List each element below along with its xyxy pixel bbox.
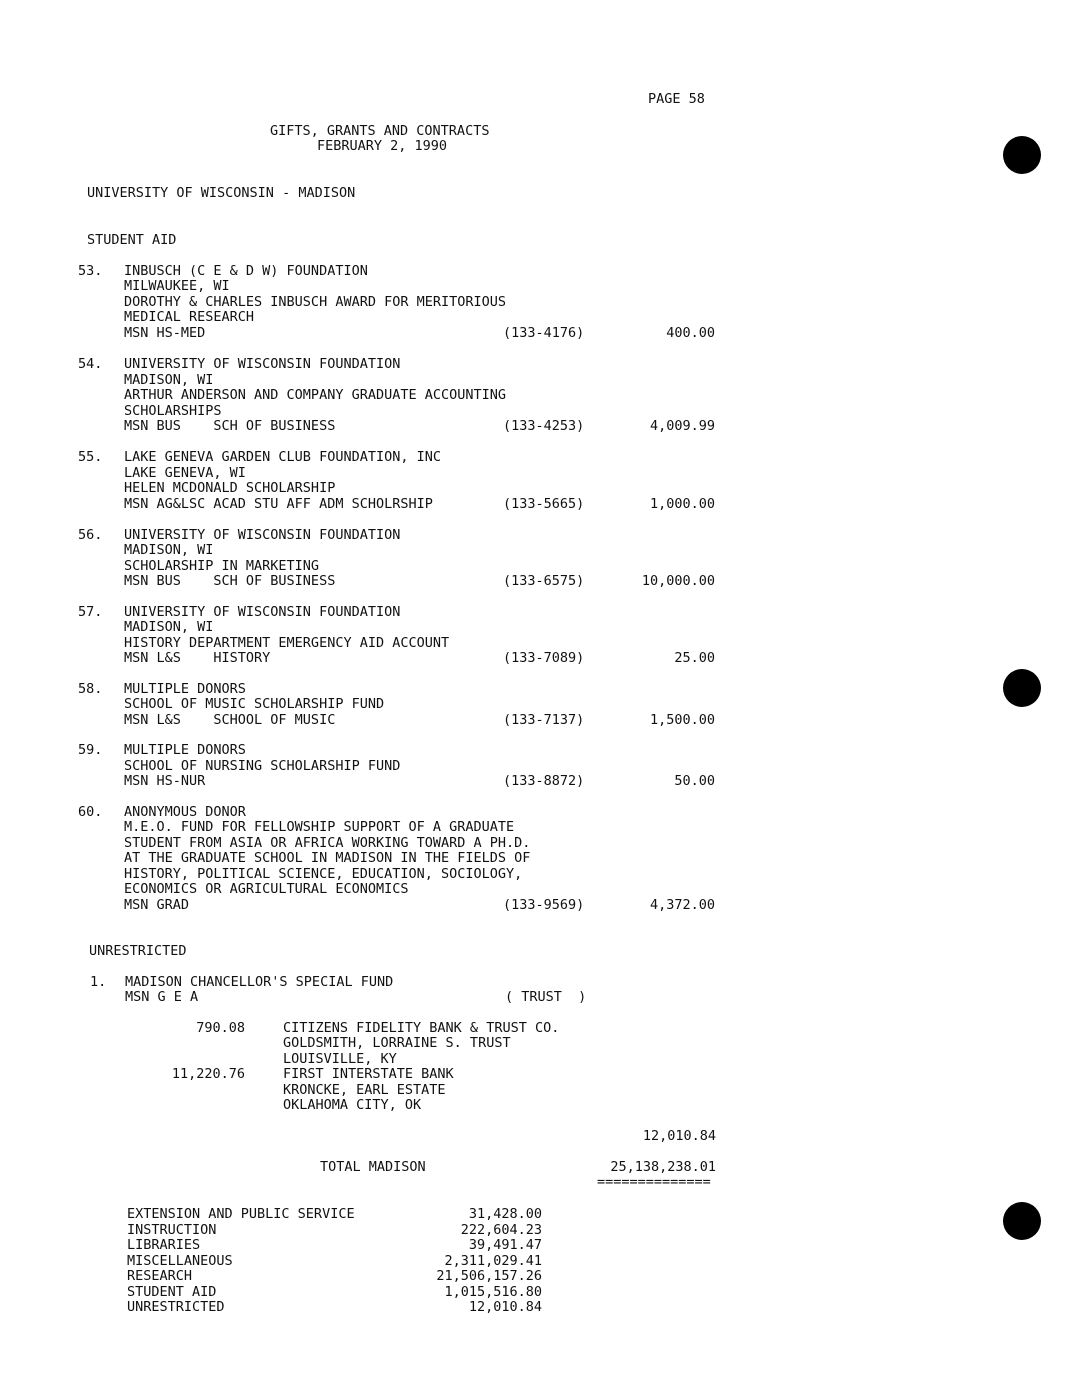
entry-line: MSN HS-MED [124, 325, 206, 341]
summary-value: 31,428.00 [468, 1206, 542, 1222]
entry-number: 60. [78, 804, 103, 820]
summary-row [127, 1238, 542, 1254]
summary-row [127, 1300, 542, 1316]
entry-number: 54. [78, 356, 103, 372]
entry-number: 1. [90, 974, 107, 990]
document-title: GIFTS, GRANTS AND CONTRACTS [270, 123, 490, 139]
entry-line: MULTIPLE DONORS [124, 742, 246, 758]
entry-line: MADISON, WI [124, 542, 214, 558]
entry-number: 56. [78, 527, 103, 543]
entry-number: 58. [78, 681, 103, 697]
entry-amount: 4,372.00 [649, 897, 715, 913]
summary-label: STUDENT AID [127, 1284, 217, 1300]
entry-line: STUDENT FROM ASIA OR AFRICA WORKING TOWARD A PH.D. [124, 835, 531, 851]
account-code: (133-5665) [503, 496, 585, 512]
account-code: (133-6575) [503, 573, 585, 589]
entry-amount: 25.00 [674, 650, 715, 666]
trust-line: LOUISVILLE, KY [283, 1051, 397, 1067]
entry-amount: 10,000.00 [641, 573, 715, 589]
page-number: PAGE 58 [648, 91, 705, 107]
entry-line: HISTORY DEPARTMENT EMERGENCY AID ACCOUNT [124, 635, 450, 651]
entry-line: SCHOLARSHIP IN MARKETING [124, 558, 320, 574]
entry-line: LAKE GENEVA, WI [124, 465, 246, 481]
entry-line: MADISON CHANCELLOR'S SPECIAL FUND [125, 974, 394, 990]
entry-amount: 4,009.99 [649, 418, 715, 434]
entry-line: MSN L&S HISTORY [124, 650, 271, 666]
section-heading-student-aid: STUDENT AID [87, 232, 177, 248]
trust-line: CITIZENS FIDELITY BANK & TRUST CO. [283, 1020, 560, 1036]
punch-hole-middle [1003, 669, 1041, 707]
trust-line: FIRST INTERSTATE BANK [283, 1066, 454, 1082]
summary-value: 1,015,516.80 [444, 1284, 542, 1300]
summary-label: RESEARCH [127, 1268, 193, 1284]
entry-line: ARTHUR ANDERSON AND COMPANY GRADUATE ACCOUNTING [124, 387, 507, 403]
entry-number: 59. [78, 742, 103, 758]
account-code: ( TRUST ) [505, 989, 587, 1005]
punch-hole-bottom [1003, 1202, 1041, 1240]
entry-line: UNIVERSITY OF WISCONSIN FOUNDATION [124, 527, 401, 543]
entry-line: MADISON, WI [124, 372, 214, 388]
summary-row [127, 1207, 542, 1223]
summary-value: 21,506,157.26 [436, 1268, 542, 1284]
summary-value: 39,491.47 [468, 1237, 542, 1253]
summary-value: 12,010.84 [468, 1299, 542, 1315]
entry-line: INBUSCH (C E & D W) FOUNDATION [124, 263, 368, 279]
entry-amount: 50.00 [674, 773, 715, 789]
account-code: (133-7089) [503, 650, 585, 666]
summary-label: UNRESTRICTED [127, 1299, 225, 1315]
section-heading-unrestricted: UNRESTRICTED [89, 943, 187, 959]
entry-line: SCHOOL OF NURSING SCHOLARSHIP FUND [124, 758, 401, 774]
summary-label: MISCELLANEOUS [127, 1253, 233, 1269]
account-code: (133-7137) [503, 712, 585, 728]
entry-amount: 1,000.00 [649, 496, 715, 512]
total-double-underline: ============== [597, 1174, 711, 1190]
entry-line: SCHOOL OF MUSIC SCHOLARSHIP FUND [124, 696, 385, 712]
entry-line: HELEN MCDONALD SCHOLARSHIP [124, 480, 336, 496]
unrestricted-subtotal: 12,010.84 [642, 1128, 716, 1144]
document-date: FEBRUARY 2, 1990 [317, 138, 448, 154]
entry-amount: 1,500.00 [649, 712, 715, 728]
total-value: 25,138,238.01 [610, 1159, 716, 1175]
entry-line: AT THE GRADUATE SCHOOL IN MADISON IN THE FIELDS OF [124, 850, 531, 866]
summary-label: LIBRARIES [127, 1237, 201, 1253]
entry-line: MSN HS-NUR [124, 773, 206, 789]
punch-hole-top [1003, 136, 1041, 174]
summary-label: INSTRUCTION [127, 1222, 217, 1238]
summary-value: 2,311,029.41 [444, 1253, 542, 1269]
entry-line: MEDICAL RESEARCH [124, 309, 255, 325]
entry-line: HISTORY, POLITICAL SCIENCE, EDUCATION, SOCIOLOGY, [124, 866, 523, 882]
entry-line: UNIVERSITY OF WISCONSIN FOUNDATION [124, 604, 401, 620]
entry-line: MSN BUS SCH OF BUSINESS [124, 418, 336, 434]
entry-line: MSN G E A [125, 989, 199, 1005]
entry-line: MSN BUS SCH OF BUSINESS [124, 573, 336, 589]
trust-amount: 11,220.76 [171, 1066, 245, 1082]
total-label: TOTAL MADISON [320, 1159, 426, 1175]
entry-line: MSN GRAD [124, 897, 190, 913]
account-code: (133-8872) [503, 773, 585, 789]
entry-line: LAKE GENEVA GARDEN CLUB FOUNDATION, INC [124, 449, 441, 465]
entry-number: 53. [78, 263, 103, 279]
entry-number: 57. [78, 604, 103, 620]
entry-line: MADISON, WI [124, 619, 214, 635]
entry-line: M.E.O. FUND FOR FELLOWSHIP SUPPORT OF A GRADUATE [124, 819, 515, 835]
summary-label: EXTENSION AND PUBLIC SERVICE [127, 1206, 355, 1222]
institution-name: UNIVERSITY OF WISCONSIN - MADISON [87, 185, 356, 201]
account-code: (133-4176) [503, 325, 585, 341]
entry-line: ANONYMOUS DONOR [124, 804, 246, 820]
entry-line: DOROTHY & CHARLES INBUSCH AWARD FOR MERITORIOUS [124, 294, 507, 310]
summary-row [127, 1269, 542, 1285]
trust-line: KRONCKE, EARL ESTATE [283, 1082, 446, 1098]
entry-line: UNIVERSITY OF WISCONSIN FOUNDATION [124, 356, 401, 372]
entry-number: 55. [78, 449, 103, 465]
trust-line: OKLAHOMA CITY, OK [283, 1097, 422, 1113]
entry-amount: 400.00 [666, 325, 715, 341]
trust-amount: 790.08 [196, 1020, 245, 1036]
account-code: (133-4253) [503, 418, 585, 434]
entry-line: MSN L&S SCHOOL OF MUSIC [124, 712, 336, 728]
entry-line: MULTIPLE DONORS [124, 681, 246, 697]
entry-line: MILWAUKEE, WI [124, 278, 230, 294]
trust-line: GOLDSMITH, LORRAINE S. TRUST [283, 1035, 511, 1051]
entry-line: ECONOMICS OR AGRICULTURAL ECONOMICS [124, 881, 409, 897]
entry-line: SCHOLARSHIPS [124, 403, 222, 419]
summary-value: 222,604.23 [460, 1222, 542, 1238]
entry-line: MSN AG&LSC ACAD STU AFF ADM SCHOLRSHIP [124, 496, 433, 512]
account-code: (133-9569) [503, 897, 585, 913]
